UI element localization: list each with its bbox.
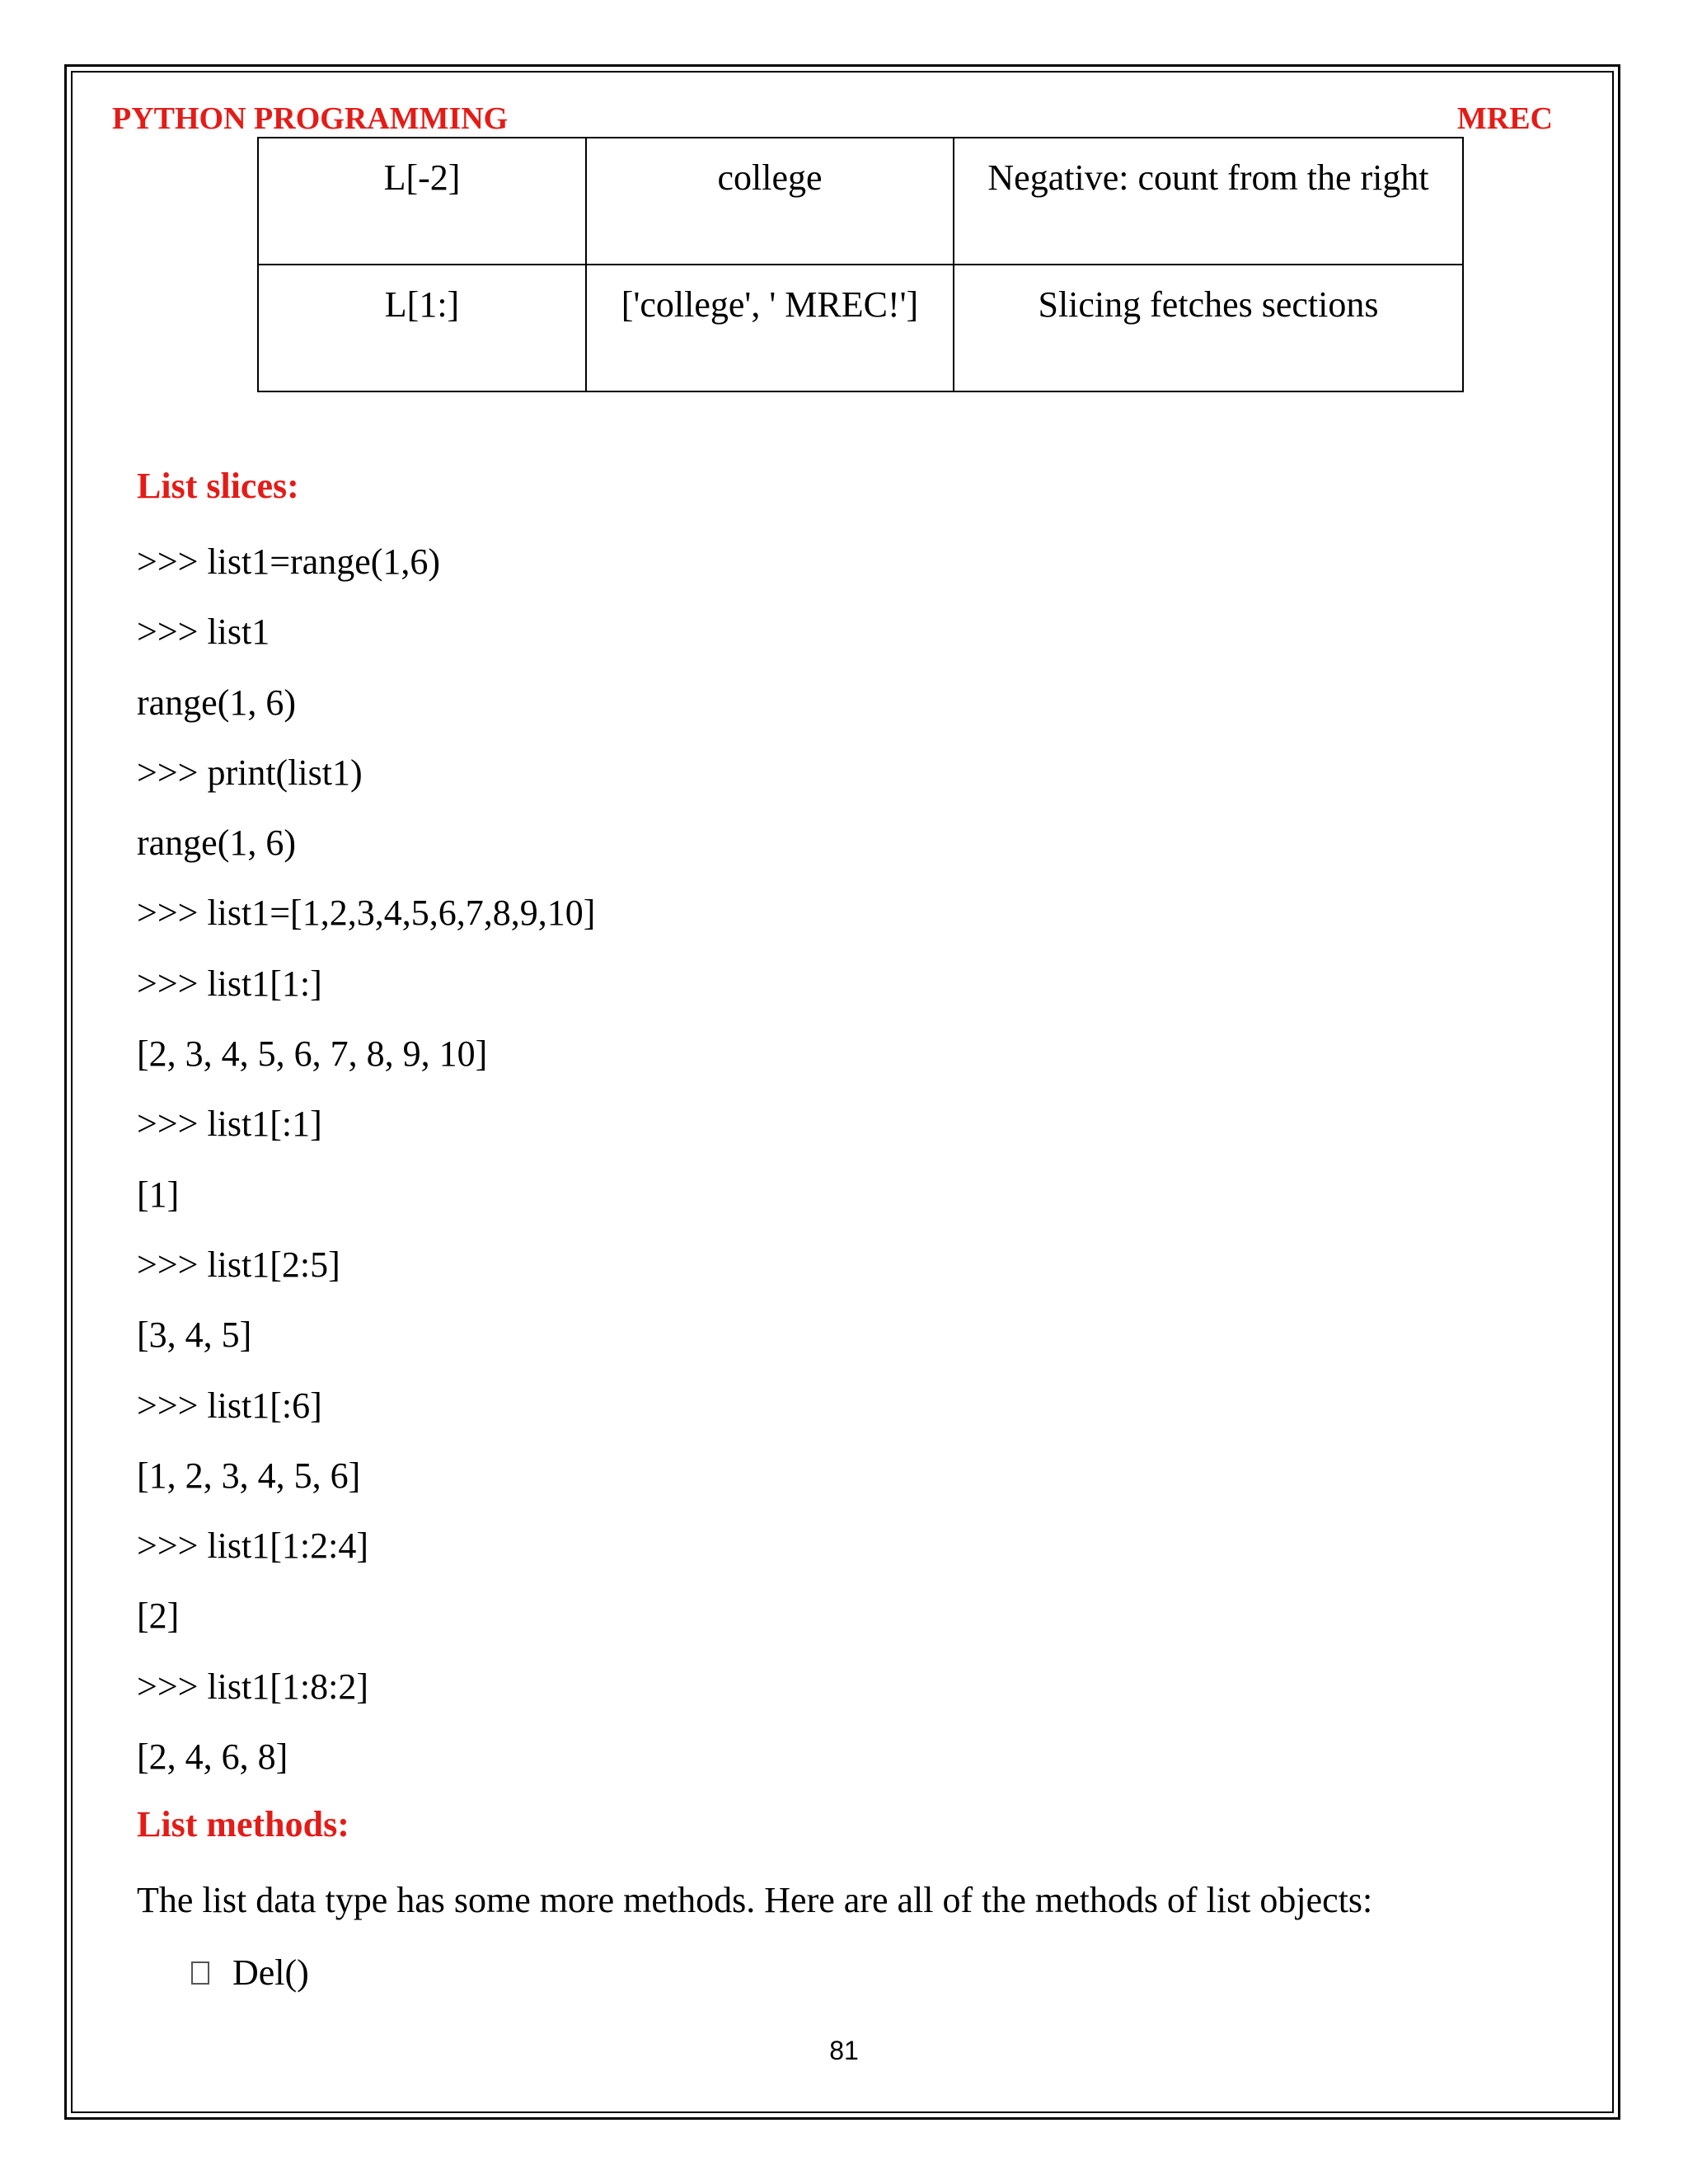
methods-paragraph: The list data type has some more methods. Here are all of the methods of list objects: bbox=[137, 1880, 1373, 1920]
list-slices-heading: List slices: bbox=[137, 466, 299, 506]
code-line: >>> list1=range(1,6) bbox=[137, 541, 441, 582]
table-cell-expression: L[-2] bbox=[258, 138, 586, 265]
table-cell-description: Negative: count from the right bbox=[954, 138, 1463, 265]
code-line: >>> list1[:1] bbox=[137, 1104, 322, 1145]
code-listing bbox=[137, 537, 595, 1802]
code-line: range(1, 6) bbox=[137, 682, 297, 723]
code-line: >>> list1=[1,2,3,4,5,6,7,8,9,10] bbox=[137, 893, 596, 934]
code-line: range(1, 6) bbox=[137, 823, 297, 864]
bullet-box-icon bbox=[191, 1961, 209, 1985]
code-line: >>> list1[2:5] bbox=[137, 1244, 340, 1285]
bullet-item-label: Del() bbox=[232, 1952, 309, 1993]
code-line: [2, 4, 6, 8] bbox=[137, 1736, 288, 1778]
code-line: >>> print(list1) bbox=[137, 752, 363, 793]
code-line: [2] bbox=[137, 1596, 180, 1637]
table-cell-description: Slicing fetches sections bbox=[954, 265, 1463, 391]
table-cell-result: ['college', ' MREC!'] bbox=[586, 265, 954, 391]
code-line: >>> list1[1:8:2] bbox=[137, 1666, 368, 1707]
table-cell-result: college bbox=[586, 138, 954, 265]
indexing-table bbox=[257, 137, 1464, 392]
header-institution: MREC bbox=[1456, 101, 1553, 136]
table-row bbox=[258, 265, 1463, 391]
list-methods-heading: List methods: bbox=[137, 1804, 349, 1844]
page-number: 81 bbox=[829, 2036, 859, 2065]
bullet-item bbox=[191, 1948, 309, 1998]
code-line: [1] bbox=[137, 1174, 180, 1215]
code-line: >>> list1[1:] bbox=[137, 963, 322, 1004]
code-line: >>> list1[:6] bbox=[137, 1385, 322, 1426]
table-row bbox=[258, 138, 1463, 265]
code-line: [2, 3, 4, 5, 6, 7, 8, 9, 10] bbox=[137, 1033, 488, 1075]
code-line: [3, 4, 5] bbox=[137, 1315, 252, 1356]
code-line: >>> list1 bbox=[137, 612, 270, 653]
table-cell-expression: L[1:] bbox=[258, 265, 586, 391]
code-line: [1, 2, 3, 4, 5, 6] bbox=[137, 1455, 361, 1496]
header-title: PYTHON PROGRAMMING bbox=[112, 101, 509, 136]
code-line: >>> list1[1:2:4] bbox=[137, 1526, 368, 1567]
